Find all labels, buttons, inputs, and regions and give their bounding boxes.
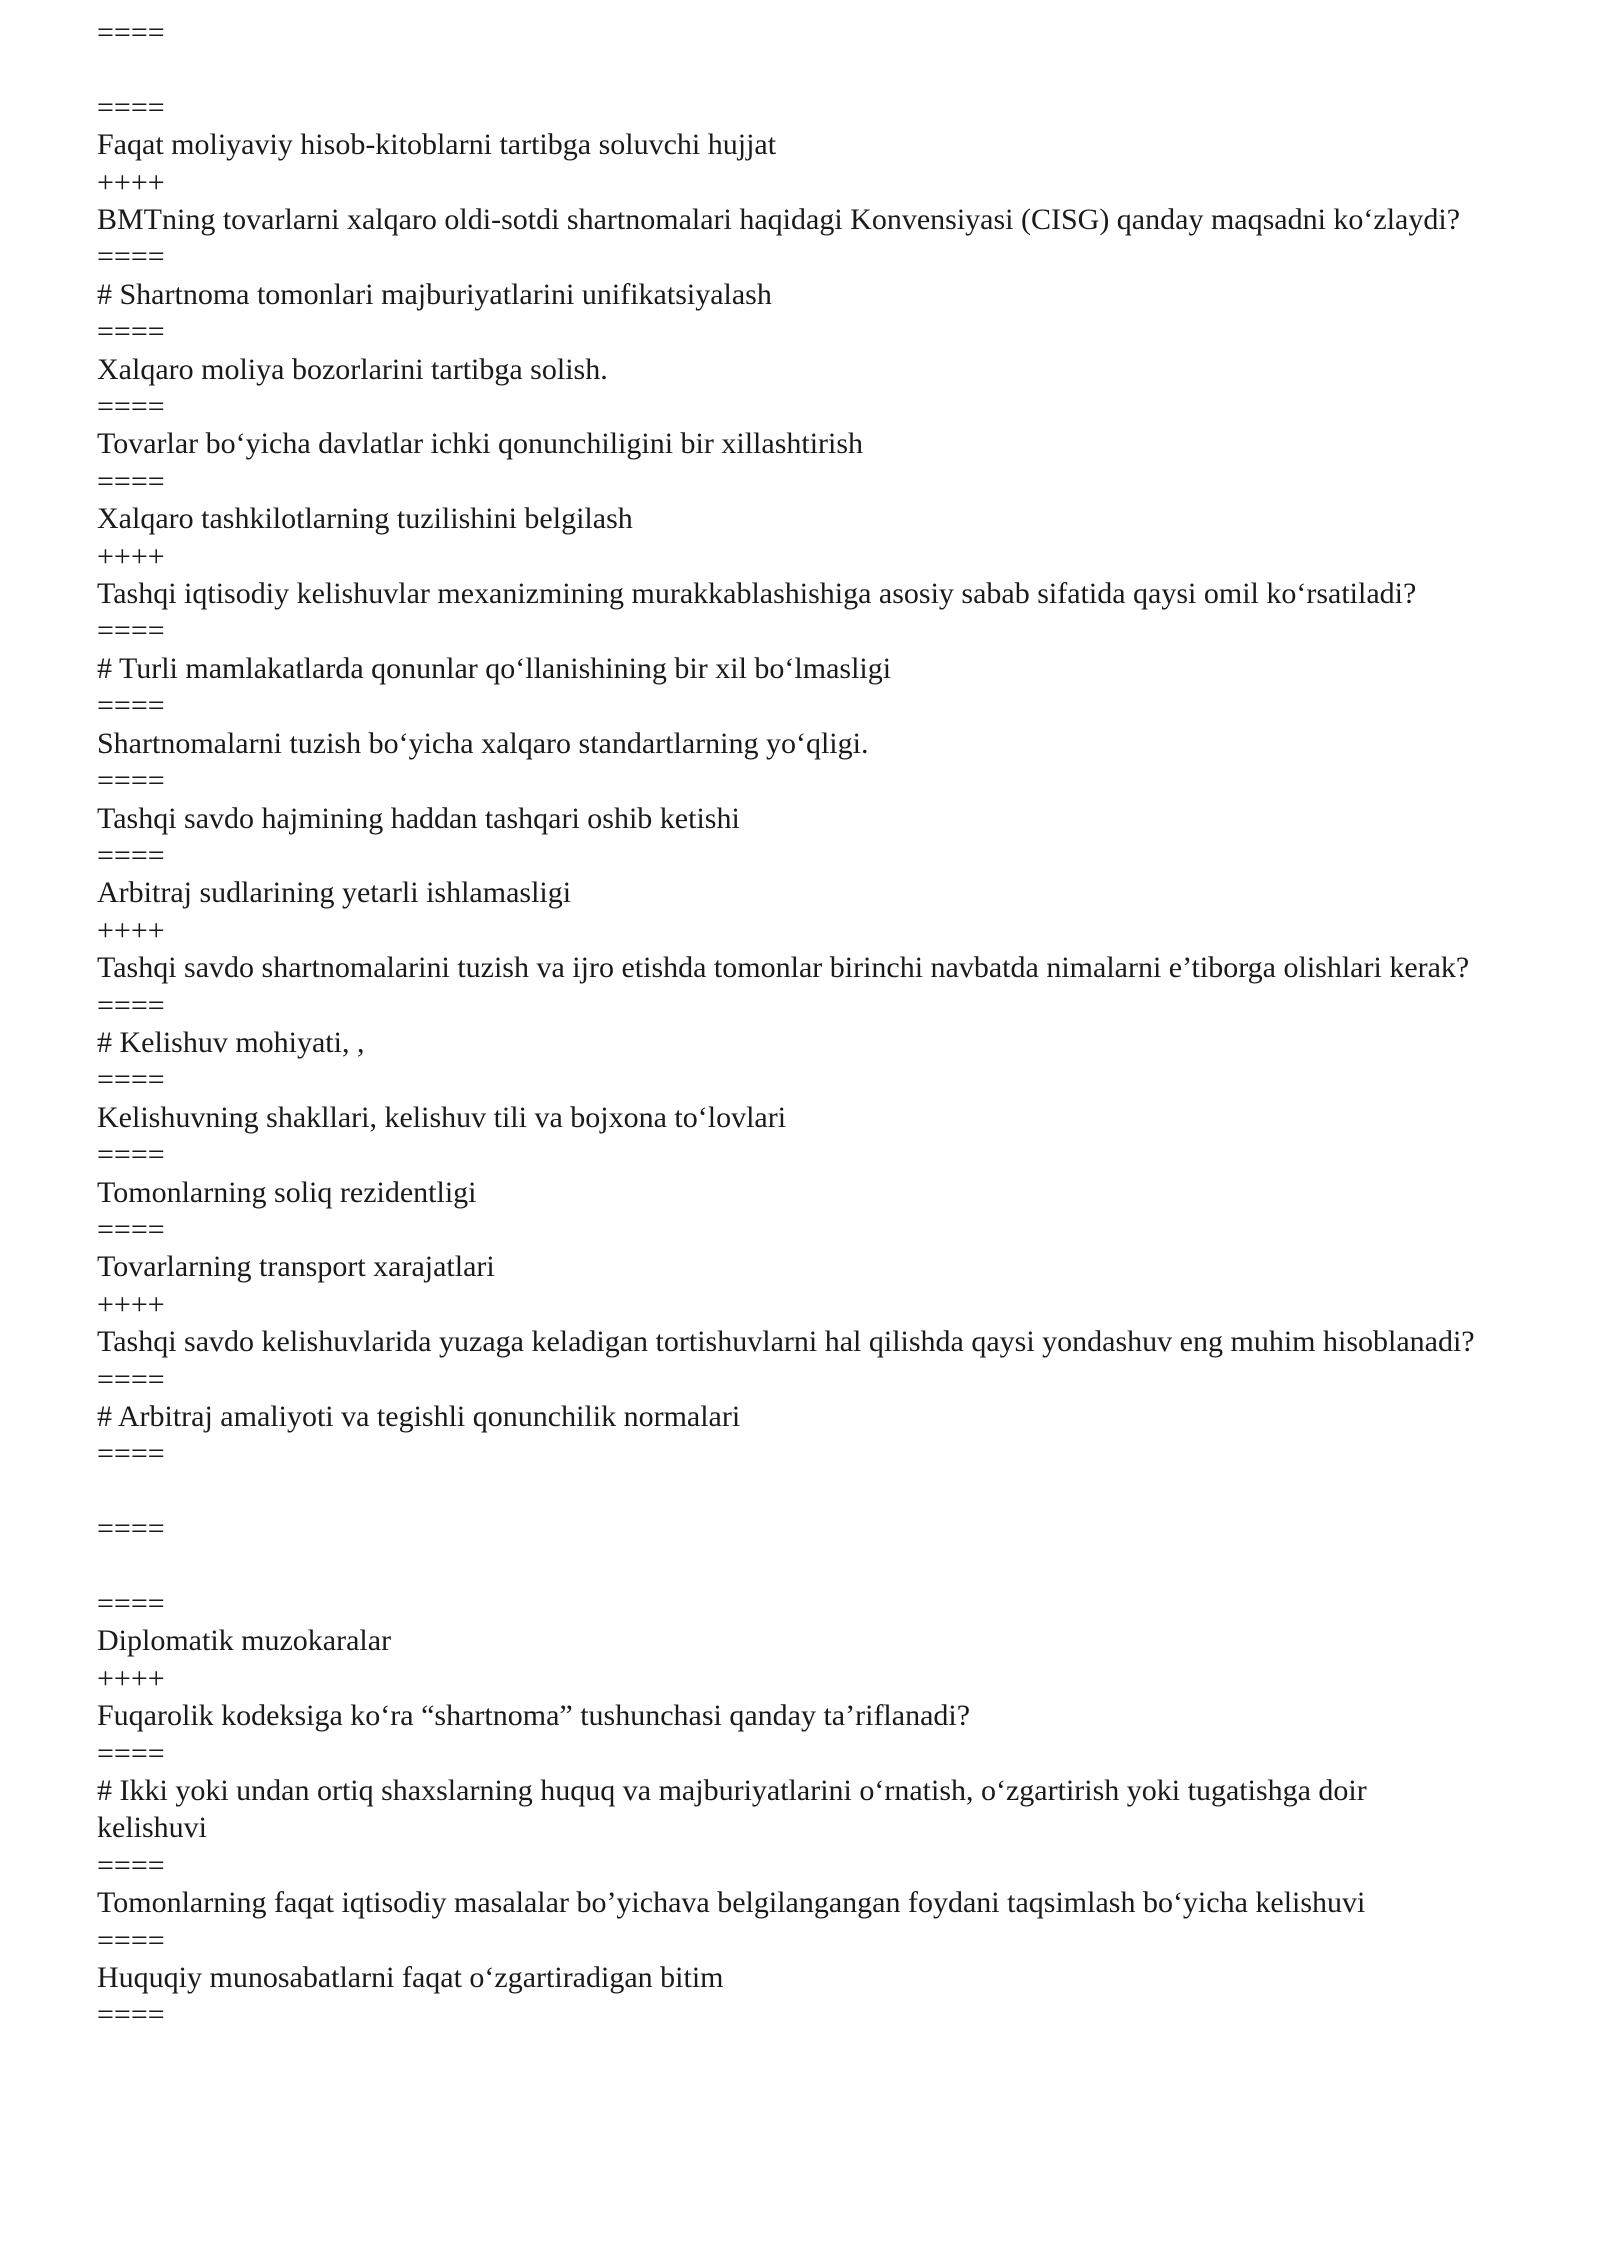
separator-line: ==== (97, 838, 165, 872)
text-line: BMTning tovarlarni xalqaro oldi-sotdi shartnomalari haqidagi Konvensiyasi (CISG) qanday maqsadni ko‘zlaydi? (97, 203, 1461, 237)
separator-line: ==== (97, 240, 165, 274)
separator-line: ==== (97, 614, 165, 648)
text-line: Tashqi iqtisodiy kelishuvlar mexanizmining murakkablashishiga asosiy sabab sifatida qaysi omil ko‘rsatiladi? (97, 577, 1417, 611)
question-separator: ++++ (97, 539, 165, 573)
separator-line: ==== (97, 1587, 165, 1621)
correct-answer-line: # Turli mamlakatlarda qonunlar qo‘llanishining bir xil bo‘lmasligi (97, 651, 892, 685)
separator-line: ==== (97, 1138, 165, 1172)
text-line: Kelishuvning shakllari, kelishuv tili va bojxona to‘lovlari (97, 1100, 787, 1134)
separator-line: ==== (97, 1362, 165, 1396)
separator-line: ==== (97, 1063, 165, 1097)
text-line: Shartnomalarni tuzish bo‘yicha xalqaro standartlarning yo‘qligi. (97, 726, 869, 760)
text-line: Tovarlar bo‘yicha davlatlar ichki qonunchiligini bir xillashtirish (97, 427, 864, 461)
blank-line (97, 1473, 1477, 1510)
correct-answer-line: # Arbitraj amaliyoti va tegishli qonunchilik normalari (97, 1400, 741, 1434)
separator-line: ==== (97, 1923, 165, 1957)
question-separator: ++++ (97, 165, 165, 199)
question-separator: ++++ (97, 913, 165, 947)
text-line: Tashqi savdo shartnomalarini tuzish va ijro etishda tomonlar birinchi navbatda nimalarni e’tiborga olishlari kerak? (97, 951, 1470, 985)
separator-line: ==== (97, 1437, 165, 1471)
text-line: Tovarlarning transport xarajatlari (97, 1250, 495, 1284)
separator-line: ==== (97, 464, 165, 498)
separator-line: ==== (97, 1736, 165, 1770)
blank-line (97, 51, 1477, 88)
separator-line: ==== (97, 90, 165, 124)
text-line: Tashqi savdo hajmining haddan tashqari oshib ketishi (97, 801, 740, 835)
question-separator: ++++ (97, 1661, 165, 1695)
text-line: Xalqaro moliya bozorlarini tartibga solish. (97, 352, 608, 386)
correct-answer-line: # Kelishuv mohiyati, , (97, 1025, 365, 1059)
document-page (97, 14, 1477, 2034)
separator-line: ==== (97, 315, 165, 349)
separator-line: ==== (97, 1212, 165, 1246)
text-line: Arbitraj sudlarining yetarli ishlamasligi (97, 876, 572, 910)
text-line: Diplomatik muzokaralar (97, 1624, 392, 1658)
text-line: Xalqaro tashkilotlarning tuzilishini belgilash (97, 502, 633, 536)
correct-answer-line: # Shartnoma tomonlari majburiyatlarini unifikatsiyalash (97, 277, 772, 311)
separator-line: ==== (97, 1848, 165, 1882)
text-line: Tomonlarning soliq rezidentligi (97, 1175, 477, 1209)
separator-line: ==== (97, 390, 165, 424)
text-line: Tashqi savdo kelishuvlarida yuzaga keladigan tortishuvlarni hal qilishda qaysi yondashuv eng muhim hisoblanadi? (97, 1325, 1475, 1359)
text-line: Huquqiy munosabatlarni faqat o‘zgartiradigan bitim (97, 1961, 724, 1995)
blank-line (97, 1548, 1477, 1585)
separator-line: ==== (97, 1998, 165, 2032)
correct-answer-line: # Ikki yoki undan ortiq shaxslarning huquq va majburiyatlarini o‘rnatish, o‘zgartirish yoki tugatishga doir kelishuvi (97, 1774, 1375, 1845)
separator-line: ==== (97, 16, 165, 49)
separator-line: ==== (97, 689, 165, 723)
separator-line: ==== (97, 1512, 165, 1546)
separator-line: ==== (97, 764, 165, 798)
text-line: Tomonlarning faqat iqtisodiy masalalar bo’yichava belgilangangan foydani taqsimlash bo‘yicha kelishuvi (97, 1886, 1366, 1920)
text-line: Faqat moliyaviy hisob-kitoblarni tartibga soluvchi hujjat (97, 128, 777, 162)
text-line: Fuqarolik kodeksiga ko‘ra “shartnoma” tushunchasi qanday ta’riflanadi? (97, 1699, 971, 1733)
question-separator: ++++ (97, 1287, 165, 1321)
separator-line: ==== (97, 988, 165, 1022)
